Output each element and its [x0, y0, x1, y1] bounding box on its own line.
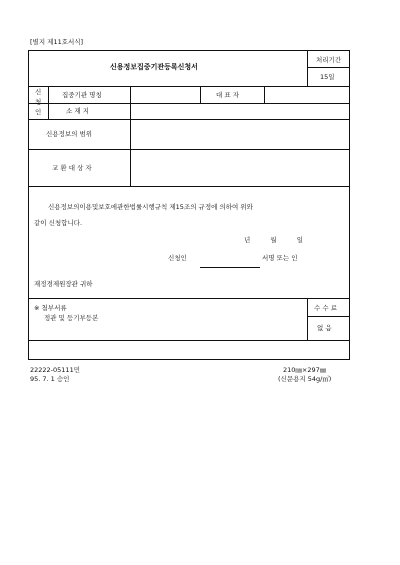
applicant-char-3: 인 — [35, 108, 42, 116]
agency-name-label: 집중기관 명칭 — [62, 91, 102, 99]
form-number: [별지 제11호서식] — [30, 38, 84, 46]
agency-name-field[interactable] — [131, 87, 199, 102]
date-line: 년 월 일 — [244, 236, 303, 244]
statement-line-2: 같이 신청합니다. — [34, 219, 83, 227]
representative-label: 대 표 자 — [216, 91, 239, 99]
recipient: 재정경제원장관 귀하 — [34, 280, 93, 288]
footer-paper: (신문용지 54g/㎡) — [278, 375, 332, 383]
signature-label: 서명 또는 인 — [262, 254, 298, 262]
applicant-char-1: 신 — [35, 88, 42, 96]
exchange-target-label: 교 환 대 상 자 — [52, 164, 92, 172]
info-scope-label: 신용정보의 범위 — [46, 130, 93, 138]
location-label: 소 재 지 — [66, 107, 89, 115]
footer-approval: 95. 7. 1 승인 — [30, 375, 70, 383]
fee-label: 수 수 료 — [314, 304, 337, 312]
statement-line-1: 신용정보의이용및보호에관한법률시행규칙 제15조의 규정에 의하여 위와 — [48, 203, 253, 211]
location-field[interactable] — [131, 104, 349, 118]
info-scope-field[interactable] — [131, 120, 349, 148]
fee-value: 없 음 — [317, 324, 332, 332]
applicant-char-2: 청 — [35, 98, 42, 106]
attachments-item: 정관 및 등기부등본 — [44, 314, 99, 322]
footer-size: 210㎜×297㎜ — [283, 366, 327, 374]
exchange-target-field[interactable] — [131, 150, 349, 185]
representative-field[interactable] — [265, 87, 349, 102]
signer-label: 신청인 — [168, 254, 187, 262]
processing-period-label: 처리기간 — [316, 56, 342, 64]
signer-name-field[interactable] — [198, 250, 260, 262]
footer-code: 22222-05111민 — [30, 366, 80, 374]
processing-period-value: 15일 — [320, 73, 335, 81]
attachments-heading: ※ 첨부서류 — [34, 304, 67, 312]
form-title: 신용정보집중기관등록신청서 — [110, 63, 198, 71]
